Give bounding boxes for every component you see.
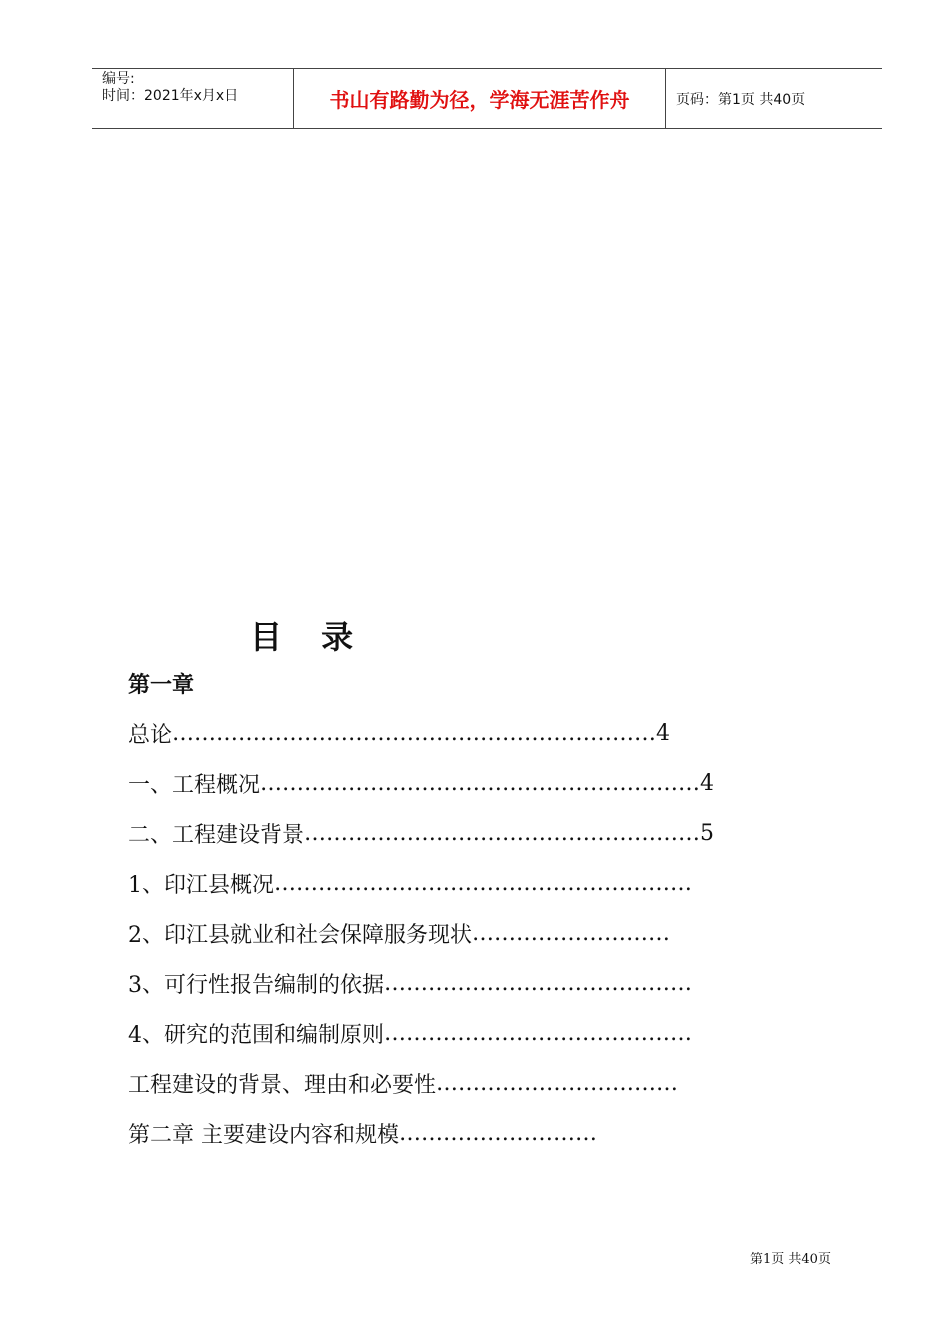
toc-item-dots: …………………………………… bbox=[384, 970, 692, 996]
toc-item-page: 4 bbox=[700, 770, 715, 796]
toc-item bbox=[128, 816, 714, 850]
header-page-label: 页码：第1页 共40页 bbox=[676, 91, 806, 108]
toc-item-dots: …………………………………… bbox=[384, 1020, 692, 1046]
toc-item-dots: ……………………………………………… bbox=[304, 820, 701, 846]
header-number-label: 编号: bbox=[102, 71, 135, 87]
header-meta bbox=[92, 69, 294, 128]
toc-item-dots: ……………………… bbox=[472, 920, 670, 946]
toc-item-text: 第二章 主要建设内容和规模 bbox=[128, 1122, 399, 1148]
toc-item-text: 3、可行性报告编制的依据 bbox=[128, 972, 384, 998]
toc-item-text: 总论 bbox=[128, 722, 173, 748]
toc-item-text: 二、工程建设背景 bbox=[128, 822, 305, 848]
toc-item-dots: ………………………………………………… bbox=[274, 870, 692, 896]
toc-item-dots: …………………………………………………… bbox=[260, 770, 701, 796]
header-motto: 书山有路勤为径，学海无涯苦作舟 bbox=[294, 69, 666, 128]
toc-chapter-heading: 第一章 bbox=[128, 673, 195, 698]
toc-item bbox=[128, 1116, 597, 1150]
toc-item bbox=[128, 766, 714, 800]
toc-item-text: 一、工程概况 bbox=[128, 772, 261, 798]
toc-title: 目 录 bbox=[250, 618, 368, 656]
toc-item bbox=[128, 1066, 678, 1100]
toc-item bbox=[128, 966, 692, 1000]
toc-item bbox=[128, 866, 692, 900]
toc-item bbox=[128, 716, 670, 750]
toc-item-text: 2、印江县就业和社会保障服务现状 bbox=[128, 922, 472, 948]
toc-item bbox=[128, 916, 670, 950]
page-footer: 第1页 共40页 bbox=[750, 1252, 831, 1267]
toc-item-text: 工程建设的背景、理由和必要性 bbox=[128, 1072, 437, 1098]
page-header bbox=[92, 68, 882, 129]
toc-item-dots: ……………………… bbox=[399, 1120, 597, 1146]
toc-item-page: 5 bbox=[700, 820, 715, 846]
toc-item-text: 4、研究的范围和编制原则 bbox=[128, 1022, 384, 1048]
toc-item-dots: …………………………… bbox=[436, 1070, 679, 1096]
toc-item bbox=[128, 1016, 692, 1050]
toc-item-dots: ………………………………………………………… bbox=[172, 720, 657, 746]
toc-item-page: 4 bbox=[656, 720, 671, 746]
toc-item-text: 1、印江县概况 bbox=[128, 872, 274, 898]
header-time-label: 时间：2021年x月x日 bbox=[102, 88, 239, 104]
